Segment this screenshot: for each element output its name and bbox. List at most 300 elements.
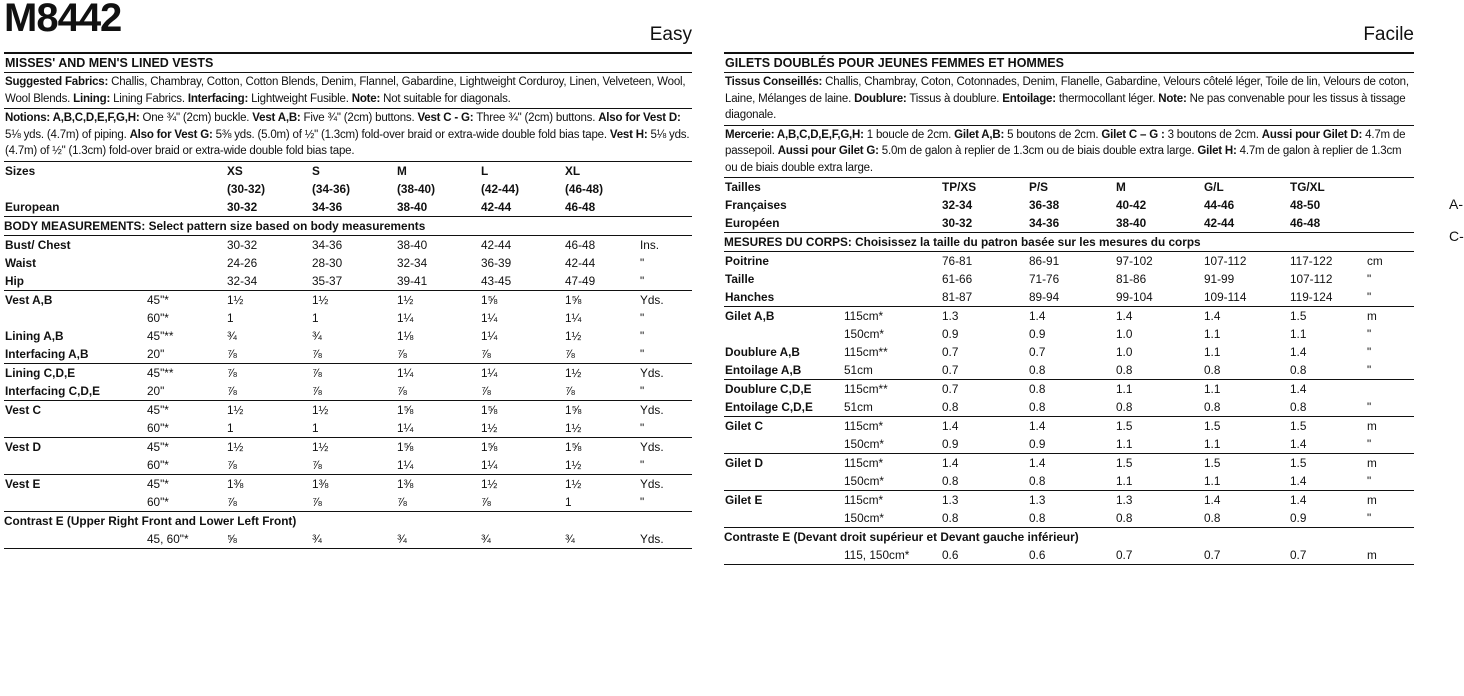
size-value: 1.5	[1290, 419, 1307, 433]
fr-size: 36-38	[1029, 198, 1060, 212]
body-measurements-header-fr: MESURES DU CORPS: Choisissez la taille du patron basée sur les mesures du corps	[724, 233, 1414, 252]
text-run: Tissus à doublure.	[906, 92, 1003, 105]
size-value: 1½	[227, 402, 244, 417]
row-label: Vest D	[5, 439, 42, 454]
size-value: 1⅝	[397, 439, 414, 454]
fabric-width: 115cm*	[844, 456, 884, 470]
pattern-header	[4, 0, 692, 54]
table-row	[4, 419, 692, 437]
table-row	[724, 343, 1414, 361]
contrast-table	[4, 530, 692, 549]
size-value: 32-34	[397, 255, 428, 270]
table-row	[724, 325, 1414, 343]
table-row	[4, 493, 692, 511]
unit: Yds.	[640, 365, 664, 380]
size-value: ⅞	[312, 457, 322, 472]
european-row	[4, 198, 692, 217]
size-value: 1	[227, 310, 234, 325]
fabric-width: 115cm*	[844, 419, 884, 433]
size-value: 24-26	[227, 255, 258, 270]
yardage-group	[4, 291, 692, 364]
text-run: One ¾" (2cm) buckle.	[139, 112, 253, 124]
fabric-width: 51cm	[844, 363, 873, 377]
unit: m	[1367, 309, 1377, 323]
text-run: Ne pas convenable pour les tissus à tissage diagonale.	[725, 92, 1406, 121]
text-run: 1 boucle de 2cm.	[863, 128, 955, 141]
table-row	[4, 254, 692, 272]
unit: Ins.	[640, 237, 660, 252]
table-row	[724, 472, 1414, 490]
size-value: 0.8	[1029, 363, 1046, 377]
bold-term: Vest C - G:	[417, 112, 474, 124]
size-value: 1⅛	[397, 328, 414, 343]
difficulty-label: Easy	[649, 24, 692, 45]
fabric-width: 60"*	[147, 494, 169, 509]
fabric-width: 150cm*	[844, 511, 884, 525]
sizes-row	[4, 162, 692, 180]
size-value: 0.8	[1290, 400, 1307, 414]
bold-term: Gilet C – G :	[1101, 128, 1165, 141]
size-value: 42-44	[481, 237, 512, 252]
table-row	[724, 252, 1414, 270]
size-value: 81-86	[1116, 272, 1147, 286]
fabrics-paragraph	[4, 73, 692, 109]
unit: "	[640, 273, 645, 288]
unit: "	[1367, 327, 1372, 341]
table-row	[4, 345, 692, 363]
size-value: 1	[312, 310, 319, 325]
size-value: 1¼	[397, 365, 414, 380]
size-value: 1.3	[1029, 493, 1046, 507]
european-size: 34-36	[312, 199, 343, 214]
sizes-label: Sizes	[5, 163, 36, 178]
eu-size: 30-32	[942, 216, 973, 230]
european-size: 38-40	[397, 199, 428, 214]
size-value: ⅞	[227, 457, 237, 472]
unit: "	[640, 346, 645, 361]
table-row	[4, 291, 692, 309]
size-value: 0.8	[1290, 363, 1307, 377]
fabric-width: 115cm*	[844, 309, 884, 323]
francaises-row	[724, 196, 1414, 214]
fr-size: 48-50	[1290, 198, 1321, 212]
text-run: Lightweight Fusible.	[248, 92, 352, 105]
bold-term: Also for Vest D:	[598, 112, 681, 124]
size-value: 0.9	[1029, 327, 1046, 341]
bold-term: Doublure:	[854, 92, 907, 105]
sizes-header-fr	[724, 178, 1414, 233]
fabric-width: 150cm*	[844, 327, 884, 341]
size-value: 1.4	[942, 456, 959, 470]
size-value: 1½	[312, 439, 329, 454]
size-range: (34-36)	[312, 181, 351, 196]
size-value: 28-30	[312, 255, 343, 270]
table-row	[724, 307, 1414, 325]
size-value: 86-91	[1029, 254, 1060, 268]
size-value: 0.8	[1029, 400, 1046, 414]
size-value: ⅞	[481, 346, 491, 361]
unit: Yds.	[640, 439, 664, 454]
size-value: ⅞	[227, 346, 237, 361]
size-value: 0.7	[942, 382, 959, 396]
size-value: 1¼	[397, 457, 414, 472]
european-size: 46-48	[565, 199, 596, 214]
yardage-group	[4, 438, 692, 475]
yardage-group	[724, 380, 1414, 417]
text-run: 5 boutons de 2cm.	[1004, 128, 1102, 141]
size-value: 1.4	[1204, 493, 1221, 507]
difficulty-label-fr: Facile	[1363, 24, 1414, 45]
table-row	[724, 270, 1414, 288]
size-value: ¾	[397, 531, 407, 546]
size-value: 46-48	[565, 237, 596, 252]
size-value: 36-39	[481, 255, 512, 270]
size-value: 1⅝	[397, 402, 414, 417]
size-value: 1.4	[1290, 493, 1307, 507]
table-row	[724, 491, 1414, 509]
edge-label: A-	[1449, 196, 1463, 212]
bold-term: Tissus Conseillés:	[725, 76, 823, 88]
row-label: Poitrine	[725, 254, 769, 268]
size-value: 47-49	[565, 273, 596, 288]
size-xl: TG/XL	[1290, 180, 1325, 194]
text-run: Challis, Chambray, Cotton, Cotton Blends, Denim, Flannel, Gabardine, Lightweight Corduroy, Linen, Velveteen, Wool, Wool Blends.	[5, 76, 686, 105]
size-value: 71-76	[1029, 272, 1060, 286]
row-label: Vest C	[5, 402, 42, 417]
text-run: 4.7m de galon à replier de 1.3cm ou de biais double extra large.	[725, 145, 1402, 174]
size-value: 1.3	[942, 493, 959, 507]
size-range: (38-40)	[397, 181, 436, 196]
size-value: ⅞	[397, 383, 407, 398]
size-value: ⅞	[565, 383, 575, 398]
text-run: 4.7m de passepoil.	[725, 128, 1406, 157]
unit: "	[1367, 290, 1372, 304]
size-value: ⅞	[227, 365, 237, 380]
size-value: 1.5	[1204, 456, 1221, 470]
text-run: 5⅛ yds. (4.7m) of ½" (1.3cm) fold-over braid or extra-wide double fold bias tape.	[5, 128, 690, 157]
size-value: 1½	[565, 476, 582, 491]
table-row	[724, 417, 1414, 435]
size-value: ⅞	[227, 383, 237, 398]
size-value: 0.8	[942, 511, 959, 525]
unit: "	[1367, 345, 1372, 359]
row-label: Entoilage C,D,E	[725, 400, 813, 414]
row-label: Doublure C,D,E	[725, 382, 812, 396]
fabric-width: 51cm	[844, 400, 873, 414]
size-value: 0.8	[1029, 511, 1046, 525]
table-row	[724, 454, 1414, 472]
fabric-width: 45"*	[147, 292, 169, 307]
size-value: 0.9	[1290, 511, 1307, 525]
table-row	[4, 438, 692, 456]
unit: m	[1367, 548, 1377, 562]
size-value: 1.4	[1290, 382, 1307, 396]
european-size: 42-44	[481, 199, 512, 214]
unit: m	[1367, 456, 1377, 470]
unit: "	[1367, 272, 1372, 286]
size-value: 0.9	[942, 437, 959, 451]
fabric-width: 115cm*	[844, 493, 884, 507]
pattern-title-fr: GILETS DOUBLÉS POUR JEUNES FEMMES ET HOMMES	[724, 54, 1414, 73]
unit: "	[640, 457, 645, 472]
table-row	[4, 236, 692, 254]
unit: Yds.	[640, 292, 664, 307]
unit: "	[640, 255, 645, 270]
size-value: ¾	[565, 531, 575, 546]
fabric-width: 150cm*	[844, 474, 884, 488]
size-value: 1⅝	[481, 439, 498, 454]
size-value: 0.7	[942, 345, 959, 359]
size-value: 1¼	[481, 328, 498, 343]
row-label: Gilet C	[725, 419, 764, 433]
size-value: ⅞	[397, 494, 407, 509]
row-label: Doublure A,B	[725, 345, 800, 359]
fabric-width: 115, 150cm*	[844, 548, 910, 562]
size-value: 1½	[481, 420, 498, 435]
unit: Yds.	[640, 531, 664, 546]
table-row	[4, 401, 692, 419]
unit: "	[640, 494, 645, 509]
european-label: European	[5, 199, 60, 214]
size-value: 1.5	[1290, 456, 1307, 470]
size-value: 0.8	[1029, 474, 1046, 488]
bold-term: Also for Vest G:	[129, 128, 213, 141]
size-value: 1¼	[397, 420, 414, 435]
size-value: 1.4	[1290, 345, 1307, 359]
notions-paragraph-fr	[724, 126, 1414, 179]
size-value: 0.7	[1029, 345, 1046, 359]
table-row	[724, 435, 1414, 453]
size-value: 43-45	[481, 273, 512, 288]
size-value: 89-94	[1029, 290, 1060, 304]
table-row	[724, 546, 1414, 564]
eu-size: 42-44	[1204, 216, 1235, 230]
size-value: ⅞	[312, 494, 322, 509]
text-run: 5⅛ yds. (4.7m) of piping.	[5, 128, 130, 141]
unit: "	[640, 420, 645, 435]
english-column	[4, 0, 692, 549]
bold-term: Mercerie: A,B,C,D,E,F,G,H:	[725, 128, 864, 141]
sizes-header	[4, 162, 692, 217]
size-value: 109-114	[1204, 290, 1247, 304]
size-value: 1.0	[1116, 345, 1133, 359]
size-s: P/S	[1029, 180, 1049, 194]
bold-term: Aussi pour Gilet D:	[1261, 128, 1363, 141]
size-value: 0.9	[1029, 437, 1046, 451]
row-label: Gilet D	[725, 456, 764, 470]
size-value: 1.1	[1204, 327, 1221, 341]
size-value: 0.7	[1204, 548, 1221, 562]
text-run: 3 boutons de 2cm.	[1164, 128, 1262, 141]
size-value: 0.7	[1116, 548, 1133, 562]
size-value: 1½	[312, 292, 329, 307]
size-value: 1.1	[1204, 345, 1221, 359]
size-value: ⅞	[312, 365, 322, 380]
size-range: (46-48)	[565, 181, 604, 196]
text-run: Five ¾" (2cm) buttons.	[300, 112, 418, 124]
size-value: 1¼	[481, 365, 498, 380]
size-value: 117-122	[1290, 254, 1333, 268]
body-measurements-table	[4, 236, 692, 291]
size-value: 0.8	[1204, 363, 1221, 377]
size-s: S	[312, 163, 320, 178]
bold-term: Interfacing:	[187, 92, 249, 105]
size-value: ⅞	[312, 383, 322, 398]
pattern-code: M8442	[4, 0, 122, 40]
size-value: 38-40	[397, 237, 428, 252]
size-value: 0.8	[942, 474, 959, 488]
size-value: 1.4	[1290, 437, 1307, 451]
size-value: 1.4	[1029, 456, 1046, 470]
yardage-groups-fr	[724, 307, 1414, 528]
size-m: M	[1116, 180, 1126, 194]
table-row	[4, 272, 692, 290]
size-value: 30-32	[227, 237, 258, 252]
yardage-group	[724, 454, 1414, 491]
size-value: 1½	[565, 328, 582, 343]
size-value: ¾	[227, 328, 237, 343]
size-value: 1.4	[1290, 474, 1307, 488]
fabric-width: 45"*	[147, 402, 169, 417]
tailles-row	[724, 178, 1414, 196]
row-label: Lining A,B	[5, 328, 64, 343]
table-row	[4, 382, 692, 400]
size-value: ⅞	[227, 494, 237, 509]
bold-term: Vest H:	[609, 128, 648, 141]
fabric-width: 20"	[147, 383, 165, 398]
body-measurements-table-fr	[724, 252, 1414, 307]
size-value: 1.1	[1116, 382, 1133, 396]
eu-size: 38-40	[1116, 216, 1147, 230]
unit: cm	[1367, 254, 1383, 268]
size-value: 1.1	[1204, 437, 1221, 451]
notions-paragraph	[4, 109, 692, 162]
pattern-title: MISSES' AND MEN'S LINED VESTS	[4, 54, 692, 73]
size-range: (30-32)	[227, 181, 266, 196]
unit: "	[1367, 474, 1372, 488]
fabric-width: 45"**	[147, 365, 174, 380]
size-value: 61-66	[942, 272, 973, 286]
size-value: 1⅝	[565, 292, 582, 307]
yardage-group	[4, 475, 692, 512]
text-run: Three ¾" (2cm) buttons.	[473, 112, 599, 124]
row-label: Vest A,B	[5, 292, 53, 307]
size-value: 1⅜	[397, 476, 414, 491]
row-label: Waist	[5, 255, 37, 270]
text-run: Not suitable for diagonals.	[380, 92, 511, 105]
size-value: 1¼	[481, 310, 498, 325]
size-value: 1⅜	[312, 476, 329, 491]
size-xs: TP/XS	[942, 180, 977, 194]
size-value: ⅞	[397, 346, 407, 361]
size-l: G/L	[1204, 180, 1224, 194]
unit: Yds.	[640, 402, 664, 417]
size-value: 1½	[481, 476, 498, 491]
size-value: 1.5	[1116, 419, 1133, 433]
pattern-header-fr	[724, 0, 1414, 54]
row-label: Vest E	[5, 476, 41, 491]
table-row	[724, 398, 1414, 416]
bold-term: Gilet H:	[1197, 145, 1237, 157]
size-value: ⅝	[227, 531, 237, 546]
size-value: 99-104	[1116, 290, 1153, 304]
text-run: 5⅜ yds. (5.0m) of ½" (1.3cm) fold-over braid or extra-wide double fold bias tape.	[212, 128, 610, 141]
unit: "	[640, 328, 645, 343]
contrast-table-fr	[724, 546, 1414, 565]
size-value: 1½	[565, 365, 582, 380]
row-label: Interfacing C,D,E	[5, 383, 101, 398]
yardage-group	[724, 417, 1414, 454]
size-value: 1½	[565, 457, 582, 472]
unit: "	[1367, 363, 1372, 377]
tailles-label: Tailles	[725, 180, 761, 194]
unit: Yds.	[640, 476, 664, 491]
fabric-width: 60"*	[147, 420, 169, 435]
table-row	[4, 530, 692, 548]
table-row	[724, 288, 1414, 306]
table-row	[4, 364, 692, 382]
unit: "	[1367, 511, 1372, 525]
row-label: Hip	[5, 273, 25, 288]
bold-term: Entoilage:	[1002, 92, 1056, 105]
size-value: 42-44	[565, 255, 596, 270]
fabric-width: 45"*	[147, 439, 169, 454]
text-run: thermocollant léger.	[1055, 92, 1159, 105]
bold-term: Lining:	[73, 92, 111, 105]
row-label: Lining C,D,E	[5, 365, 76, 380]
bold-term: Aussi pour Gilet G:	[777, 145, 879, 157]
size-value: 1½	[227, 439, 244, 454]
size-value: 1.4	[1029, 419, 1046, 433]
yardage-group	[4, 364, 692, 401]
unit: m	[1367, 419, 1377, 433]
bold-term: Gilet A,B:	[954, 128, 1005, 141]
unit: "	[640, 310, 645, 325]
size-value: 91-99	[1204, 272, 1235, 286]
size-value: 76-81	[942, 254, 973, 268]
eu-size: 34-36	[1029, 216, 1060, 230]
fabric-width: 45, 60"*	[147, 531, 189, 546]
edge-label: C-	[1449, 228, 1464, 244]
size-value: 1½	[227, 292, 244, 307]
size-value: 0.8	[1116, 400, 1133, 414]
size-value: 1.1	[1290, 327, 1307, 341]
bold-term: Notions: A,B,C,D,E,F,G,H:	[5, 112, 140, 124]
size-value: 0.7	[942, 363, 959, 377]
unit: m	[1367, 493, 1377, 507]
size-value: 1½	[312, 402, 329, 417]
fabric-width: 45"**	[147, 328, 174, 343]
bold-term: Note:	[351, 92, 381, 105]
row-label: Interfacing A,B	[5, 346, 89, 361]
body-measurements-header: BODY MEASUREMENTS: Select pattern size based on body measurements	[4, 217, 692, 236]
table-row	[4, 309, 692, 327]
size-range: (42-44)	[481, 181, 520, 196]
yardage-group	[724, 491, 1414, 528]
size-value: 35-37	[312, 273, 343, 288]
row-label: Gilet E	[725, 493, 763, 507]
text-run: Challis, Chambray, Coton, Cotonnades, Denim, Flanelle, Gabardine, Velours côtelé léger, Toile de lin, Velours de coton, Laine, Mélanges de laine.	[725, 76, 1409, 105]
size-value: 1½	[397, 292, 414, 307]
size-value: 0.6	[1029, 548, 1046, 562]
size-value: ⅞	[312, 346, 322, 361]
size-value: 81-87	[942, 290, 973, 304]
contrast-title-fr: Contraste E (Devant droit supérieur et Devant gauche inférieur)	[724, 530, 1079, 544]
bold-term: Vest A,B:	[252, 112, 301, 124]
size-value: 1.3	[942, 309, 959, 323]
fabric-width: 60"*	[147, 457, 169, 472]
text-run: 5.0m de galon à replier de 1.3cm ou de biais double extra large.	[878, 145, 1198, 157]
